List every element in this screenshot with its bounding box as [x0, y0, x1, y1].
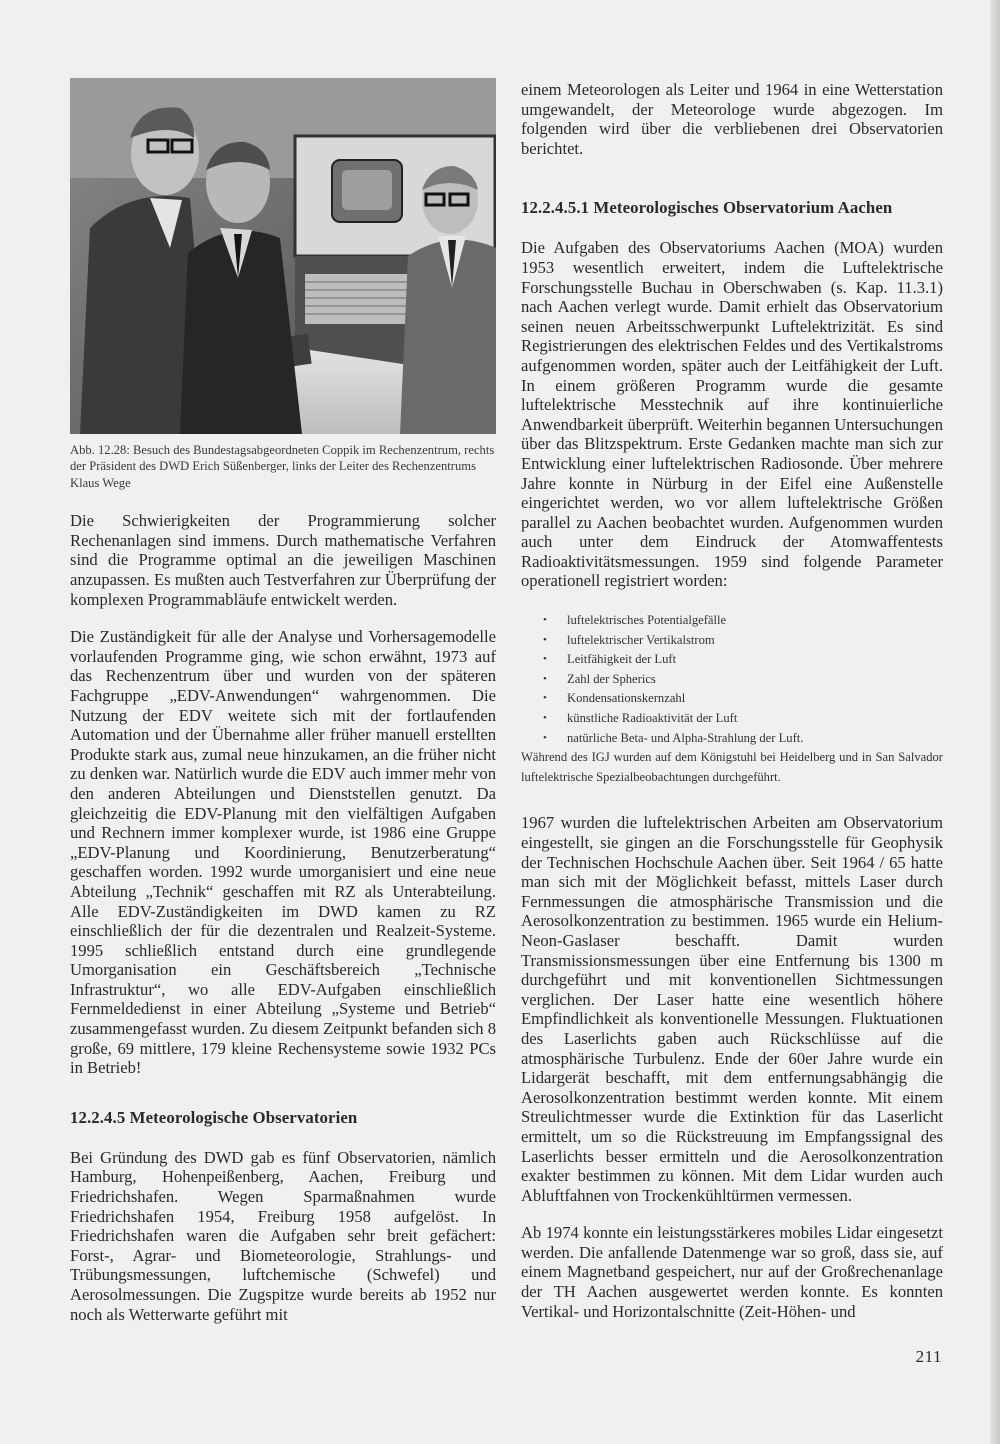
figure-photo — [70, 78, 496, 434]
list-item: • luftelektrisches Potentialgefälle — [543, 611, 943, 631]
bullet-icon: • — [543, 633, 547, 646]
paragraph-observatorien: Bei Gründung des DWD gab es fünf Observatorien, nämlich Hamburg, Hohenpeißenberg, Aachen, Freiburg und Friedrichshafen. Wegen Sparmaßnahmen wurde Friedrichshafen 1954, Freiburg 1958 aufgelöst. In Friedrichshafen waren die Aufgaben sehr breit gefächert: Forst-, Agrar- und Biometeorologie, Strahlungs- und Trübungsmessungen, luftchemische (Schwefel) und Aerosolmessungen. Die Zugspitze wurde bereits ab 1952 nur noch als Wetterwarte geführt mit — [70, 1147, 496, 1324]
note-igj: Während des IGJ wurden auf dem Königstuhl bei Heidelberg und in San Salvador luftelektrische Spezialbeobachtungen durchgeführt. — [521, 750, 943, 784]
page-edge — [990, 0, 1000, 1444]
paragraph-lidar: Ab 1974 konnte ein leistungsstärkeres mobiles Lidar eingesetzt werden. Die anfallende Datenmenge war so groß, dass sie, auf einem Magnetband gespeichert, nur auf der Großrechenanlage der TH Aachen ausgewertet werden konnte. Es konnten Vertikal- und Horizontalschnitte (Zeit-Höhen- und — [521, 1223, 943, 1321]
bullet-icon: • — [543, 614, 547, 627]
figure-caption: Abb. 12.28: Besuch des Bundestagsabgeordneten Coppik im Rechenzentrum, rechts der Präsident des DWD Erich Süßenberger, links der Leiter des Rechenzentrums Klaus Wege — [70, 443, 495, 490]
bullet-icon: • — [543, 692, 547, 705]
list-item: • luftelektrischer Vertikalstrom — [543, 631, 943, 651]
bullet-icon: • — [543, 731, 547, 744]
paragraph-continuation: einem Meteorologen als Leiter und 1964 in eine Wetterstation umgewandelt, der Meteorologe wurde abgezogen. Im folgenden wird über die verbliebenen drei Observatorien berichtet. — [521, 80, 943, 158]
section-heading-observatorien: 12.2.4.5 Meteorologische Observatorien — [70, 1107, 358, 1127]
bullet-icon: • — [543, 672, 547, 685]
page-number: 211 — [915, 1347, 942, 1366]
left-column — [70, 78, 496, 1324]
bullet-icon: • — [543, 712, 547, 725]
list-item: • künstliche Radioaktivität der Luft — [543, 709, 943, 729]
right-column — [521, 80, 943, 1321]
list-item: • Leitfähigkeit der Luft — [543, 650, 943, 670]
paragraph-programming: Die Schwierigkeiten der Programmierung solcher Rechenanlagen sind immens. Durch mathematische Verfahren sind die Programme optimal an die jeweiligen Maschinen anzupassen. Es mußten auch Testverfahren zur Überprüfung der komplexen Programmabläufe entwickelt werden. — [70, 511, 496, 609]
parameter-list — [521, 611, 943, 748]
list-item: • Zahl der Spherics — [543, 670, 943, 690]
paragraph-edv-history: Die Zuständigkeit für alle der Analyse und Vorhersagemodelle vorlaufenden Programme ging, wie schon erwähnt, 1973 auf das Rechenzentrum über und wurden von der späteren Fachgruppe „EDV-Anwendungen“ wahrgenommen. Die Nutzung der EDV weitete sich mit der fortlaufenden Automation und der Übernahme aller früher manuell erstellten Produkte stark aus, zumal neue hinzukamen, an die früher nicht zu denken war. Natürlich wurde die EDV auch immer mehr von den anderen Abteilungen und Dienststellen genutzt. Da gleichzeitig die EDV-Planung mit den vielfältigen Aufgaben und Rechnern immer komplexer wurde, ist 1986 eine Gruppe „EDV-Planung und Koordinierung, Benutzerberatung“ geschaffen worden. 1992 wurde umorganisiert und eine neue Abteilung „Technik“ geschaffen mit RZ als Unterabteilung. Alle EDV-Zuständigkeiten im DWD kamen zu RZ einschließlich der für die dezentralen und Realzeit-Systeme. 1995 schließlich entstand durch eine grundlegende Umorganisation ein Geschäftsbereich „Technische Infrastruktur“, wo alle EDV-Aufgaben einschließlich Fernmeldedienst in einer Abteilung „Systeme und Betrieb“ zusammengefasst wurden. Zu diesem Zeitpunkt befanden sich 8 große, 69 mittlere, 179 kleine Rechensysteme sowie 1932 PCs in Betrieb! — [70, 627, 496, 1078]
section-heading-aachen: 12.2.4.5.1 Meteorologisches Observatorium Aachen — [521, 198, 893, 218]
list-item: • natürliche Beta- und Alpha-Strahlung der Luft. — [543, 729, 943, 749]
paragraph-laser: 1967 wurden die luftelektrischen Arbeiten am Observatorium eingestellt, sie gingen an die Forschungsstelle für Geophysik der Technischen Hochschule Aachen über. Seit 1964 / 65 hatte man sich mit der Möglichkeit befasst, mittels Laser durch Fernmessungen die atmosphärische Transmission und die Aerosolkonzentration zu bestimmen. 1965 wurde ein Helium-Neon-Gaslaser beschafft. Damit wurden Transmissionsmessungen über eine Entfernung bis 1300 m durchgeführt und mit konventionellen Sichtmessungen verglichen. Der Laser hatte eine wesentlich höhere Empfindlichkeit als konventionelle Messungen. Fluktuationen des Laserlichts gaben auch Rückschlüsse auf die atmosphärische Turbulenz. Ende der 60er Jahre wurde ein Lidargerät beschafft, mit dem entfernungsabhängig die Aerosolkonzentration bestimmt werden konnte. Mit einem Streulichtmesser wurde die Extinktion für das Laserlicht ermittelt, um so die Rückstreuung im Empfangssignal des Laserlichts besser ermitteln und die Aerosolkonzentration exakter bestimmen zu können. Mit dem Lidar wurden auch Abluftfahnen von Trockenkühltürmen vermessen. — [521, 813, 943, 1205]
paragraph-aachen: Die Aufgaben des Observatoriums Aachen (MOA) wurden 1953 wesentlich erweitert, indem die Luftelektrische Forschungsstelle Buchau in Oberschwaben (s. Kap. 11.3.1) nach Aachen verlegt wurde. Damit erhielt das Observatorium seinen neuen Arbeitsschwerpunkt Luftelektrizität. Es sind Registrierungen des elektrischen Feldes und des Vertikalstroms aufgenommen worden, später auch der Leitfähigkeit der Luft. In einem größeren Programm wurde die gesamte luftelektrische Messtechnik auf ihre kontinuierliche Anwendbarkeit überprüft. Weiterhin begannen Untersuchungen über das Blitzspektrum. Erste Gedanken machte man sich zur Entwicklung einer luftelektrischen Radiosonde. Über mehrere Jahre konnte in Nürburg in der Eifel eine Außenstelle eingerichtet werden, wo vor allem luftelektrische Größen parallel zu Aachen beobachtet wurden. Aufgenommen wurden auch unter dem Eindruck der Atomwaffentests Radioaktivitätsmessungen. 1959 sind folgende Parameter operationell registriert worden: — [521, 238, 943, 591]
bullet-icon: • — [543, 653, 547, 666]
list-item: • Kondensationskernzahl — [543, 689, 943, 709]
